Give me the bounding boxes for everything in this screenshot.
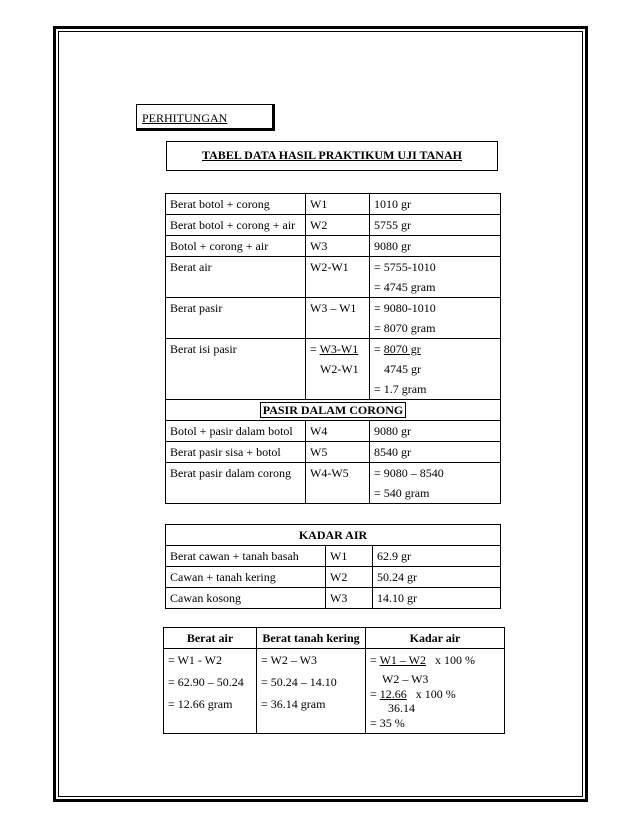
value-line: = 9080-1010 bbox=[374, 301, 436, 315]
table-title bbox=[166, 141, 498, 171]
table-subheader-row bbox=[166, 400, 501, 421]
calc-line: = W2 – W3 bbox=[261, 653, 317, 667]
row-value bbox=[370, 257, 501, 298]
fraction-numerator: = 8070 gr bbox=[374, 342, 421, 356]
table-row bbox=[166, 257, 501, 298]
row-label: Berat pasir sisa + botol bbox=[166, 442, 306, 463]
row-label: Botol + corong + air bbox=[166, 236, 306, 257]
row-label: Botol + pasir dalam botol bbox=[166, 421, 306, 442]
calc-line: = W1 - W2 bbox=[168, 653, 222, 667]
row-code: W5 bbox=[306, 442, 370, 463]
row-label: Berat botol + corong + air bbox=[166, 215, 306, 236]
fraction-denominator: W2 – W3 bbox=[382, 672, 429, 686]
value-line: = 4745 gram bbox=[374, 280, 436, 294]
table-row bbox=[164, 649, 505, 734]
row-code: W3 bbox=[326, 588, 373, 609]
row-label: Berat botol + corong bbox=[166, 194, 306, 215]
kadar-air-table bbox=[165, 524, 501, 609]
row-label: Cawan kosong bbox=[166, 588, 326, 609]
row-value bbox=[370, 339, 501, 400]
value-line: = 9080 – 8540 bbox=[374, 466, 444, 480]
row-value: 5755 gr bbox=[370, 215, 501, 236]
kadar-air-header: KADAR AIR bbox=[166, 525, 501, 546]
value-line: = 540 gram bbox=[374, 486, 430, 500]
row-code: W1 bbox=[306, 194, 370, 215]
row-code: W4-W5 bbox=[306, 463, 370, 504]
row-label: Cawan + tanah kering bbox=[166, 567, 326, 588]
row-label: Berat cawan + tanah basah bbox=[166, 546, 326, 567]
row-value: 1010 gr bbox=[370, 194, 501, 215]
table-row bbox=[166, 567, 501, 588]
table-row bbox=[166, 442, 501, 463]
fraction-denominator: 4745 gr bbox=[384, 362, 421, 376]
header-berat-air: Berat air bbox=[164, 628, 257, 649]
table-row bbox=[166, 215, 501, 236]
row-code: W2-W1 bbox=[306, 257, 370, 298]
calc-line: = 50.24 – 14.10 bbox=[261, 675, 337, 689]
row-label: Berat pasir bbox=[166, 298, 306, 339]
subheader-cell bbox=[166, 400, 501, 421]
table-header-row bbox=[166, 525, 501, 546]
row-label: Berat pasir dalam corong bbox=[166, 463, 306, 504]
row-code: W1 bbox=[326, 546, 373, 567]
table-row bbox=[166, 194, 501, 215]
table-row bbox=[166, 546, 501, 567]
header-kadar-air: Kadar air bbox=[366, 628, 505, 649]
row-value: 62.9 gr bbox=[373, 546, 501, 567]
section-heading-text: PERHITUNGAN bbox=[142, 111, 228, 125]
table-row bbox=[166, 339, 501, 400]
row-value bbox=[370, 463, 501, 504]
row-code: W4 bbox=[306, 421, 370, 442]
subheader-text: PASIR DALAM CORONG bbox=[260, 402, 406, 418]
fraction-numerator: = 12.66 x 100 % bbox=[370, 687, 456, 701]
table-row bbox=[166, 298, 501, 339]
calculation-table bbox=[163, 627, 505, 734]
fraction-numerator: = W1 – W2 x 100 % bbox=[370, 653, 475, 667]
header-berat-tanah-kering: Berat tanah kering bbox=[257, 628, 366, 649]
row-value: 8540 gr bbox=[370, 442, 501, 463]
section-heading bbox=[136, 104, 275, 131]
berat-air-cell bbox=[164, 649, 257, 734]
row-code bbox=[306, 339, 370, 400]
value-line: = 5755-1010 bbox=[374, 260, 436, 274]
row-value: 9080 gr bbox=[370, 421, 501, 442]
value-result: = 1.7 gram bbox=[374, 382, 427, 396]
table-header-row bbox=[164, 628, 505, 649]
row-label: Berat isi pasir bbox=[166, 339, 306, 400]
table-row bbox=[166, 236, 501, 257]
table-row bbox=[166, 588, 501, 609]
kadar-air-cell bbox=[366, 649, 505, 734]
value-line: = 8070 gram bbox=[374, 321, 436, 335]
calc-line: = 36.14 gram bbox=[261, 697, 326, 711]
row-code: W2 bbox=[306, 215, 370, 236]
row-label: Berat air bbox=[166, 257, 306, 298]
row-code: W3 – W1 bbox=[306, 298, 370, 339]
fraction-denominator: W2-W1 bbox=[320, 362, 359, 376]
data-table-uji-tanah bbox=[165, 193, 501, 504]
berat-tanah-kering-cell bbox=[257, 649, 366, 734]
row-value: 14.10 gr bbox=[373, 588, 501, 609]
table-row bbox=[166, 421, 501, 442]
row-code: W3 bbox=[306, 236, 370, 257]
row-value: 9080 gr bbox=[370, 236, 501, 257]
fraction-denominator: 36.14 bbox=[388, 701, 415, 715]
row-code: W2 bbox=[326, 567, 373, 588]
kadar-air-result: = 35 % bbox=[370, 716, 405, 730]
table-title-text: TABEL DATA HASIL PRAKTIKUM UJI TANAH bbox=[202, 148, 462, 162]
table-row bbox=[166, 463, 501, 504]
calc-line: = 62.90 – 50.24 bbox=[168, 675, 244, 689]
calc-line: = 12.66 gram bbox=[168, 697, 233, 711]
row-value bbox=[370, 298, 501, 339]
fraction-numerator: = W3-W1 bbox=[310, 342, 359, 356]
row-value: 50.24 gr bbox=[373, 567, 501, 588]
